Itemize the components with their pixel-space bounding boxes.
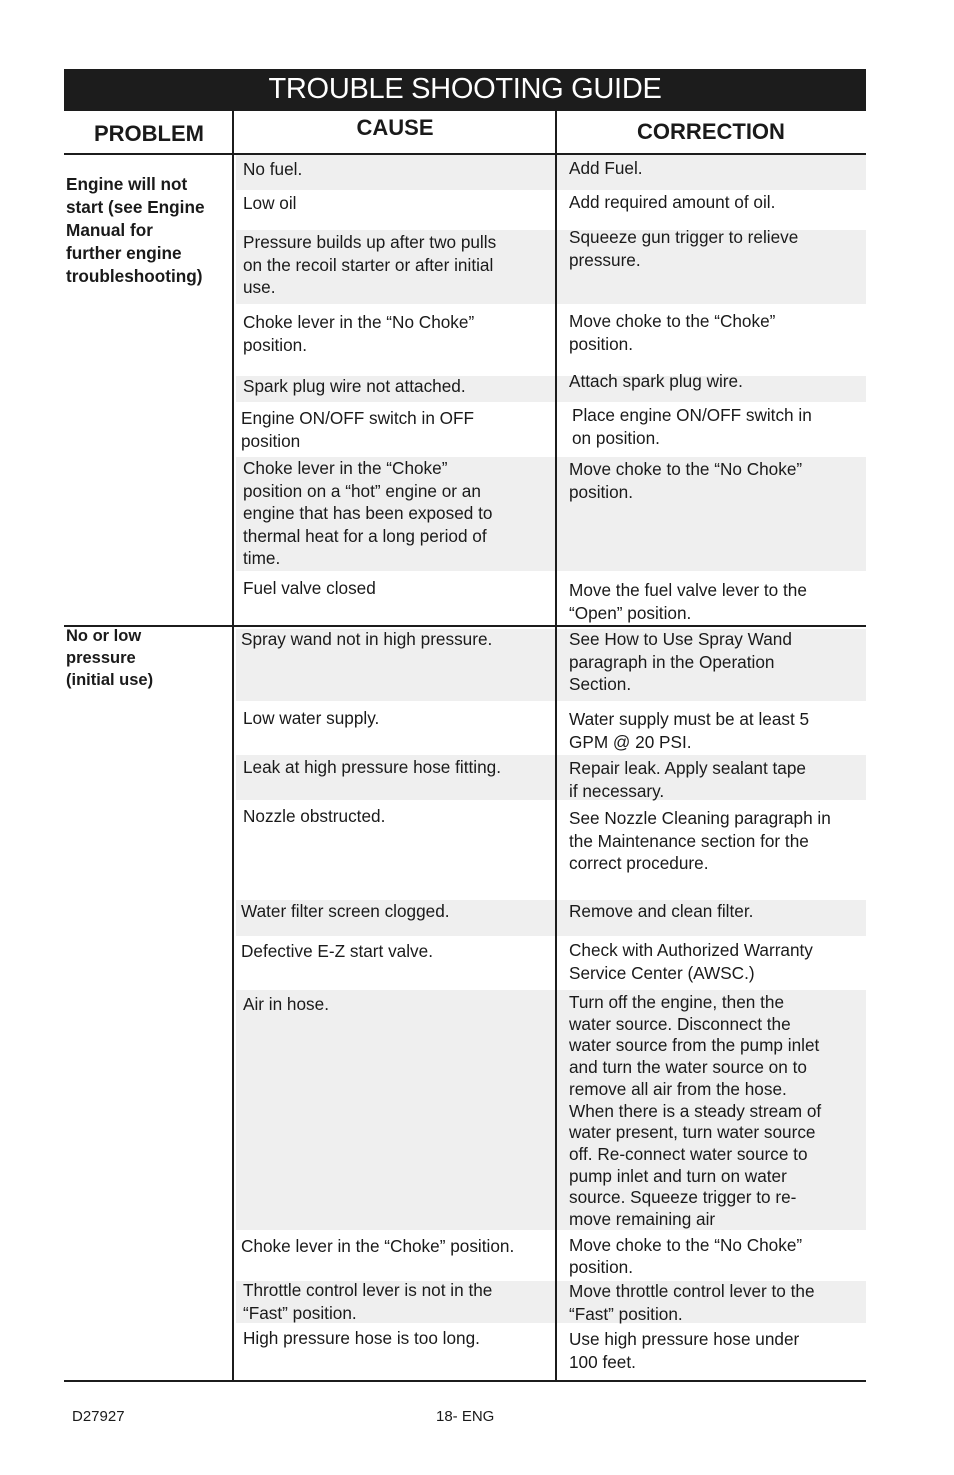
- cause-cell: Defective E-Z start valve.: [241, 941, 433, 961]
- correction-cell: Attach spark plug wire.: [569, 371, 743, 391]
- problem-label: Engine will not start (see Engine Manual for further engine troubleshooting): [66, 174, 205, 286]
- correction-cell: Add Fuel.: [569, 158, 643, 178]
- correction-cell: Squeeze gun trigger to relieve pressure.: [569, 227, 799, 270]
- correction-cell: Check with Authorized Warranty Service Center (AWSC.): [569, 940, 813, 983]
- correction-cell: Turn off the engine, then the water source. Disconnect the water source from the pump inlet and turn the water source on to remove all air from the hose. When there is a steady stream of water present, turn water source off. Re-connect water source to pump inlet and turn on water source. Squeeze trigger to re- move remaining air: [569, 992, 822, 1230]
- cause-cell: Choke lever in the “Choke” position on a “hot” engine or an engine that has been exposed to thermal heat for a long period of time.: [243, 458, 493, 568]
- cause-cell: Air in hose.: [243, 994, 329, 1014]
- cause-cell: Low water supply.: [243, 708, 380, 728]
- header-problem: PROBLEM: [94, 121, 204, 146]
- cause-cell: No fuel.: [243, 159, 303, 179]
- correction-cell: Move choke to the “No Choke” position.: [569, 1235, 803, 1277]
- cause-cell: Engine ON/OFF switch in OFF position: [241, 408, 475, 451]
- bottom-rule: [64, 1380, 866, 1382]
- header-correction: CORRECTION: [637, 119, 785, 144]
- header-rule: [64, 153, 866, 155]
- problem-label: No or low pressure (initial use): [66, 627, 154, 689]
- correction-cell: Move the fuel valve lever to the “Open” position.: [569, 580, 807, 623]
- correction-cell: Move choke to the “No Choke” position.: [569, 459, 803, 502]
- cause-cell: Spark plug wire not attached.: [243, 376, 466, 396]
- correction-cell: Add required amount of oil.: [569, 192, 776, 212]
- correction-cell: See How to Use Spray Wand paragraph in the Operation Section.: [569, 629, 792, 694]
- cause-cell: Spray wand not in high pressure.: [241, 629, 493, 649]
- correction-cell: Move choke to the “Choke” position.: [569, 311, 776, 354]
- correction-cell: Place engine ON/OFF switch in on position.: [572, 405, 812, 448]
- footer-model-number: D27927: [72, 1408, 125, 1425]
- row-shade: [236, 155, 866, 190]
- footer-page-number: 18- ENG: [436, 1408, 495, 1425]
- cause-cell: Leak at high pressure hose fitting.: [243, 757, 501, 777]
- cause-cell: High pressure hose is too long.: [243, 1328, 480, 1348]
- correction-cell: Repair leak. Apply sealant tape if necessary.: [569, 758, 806, 801]
- cause-cell: Nozzle obstructed.: [243, 806, 386, 826]
- cause-cell: Low oil: [243, 193, 297, 213]
- page-title: TROUBLE SHOOTING GUIDE: [64, 69, 866, 111]
- cause-cell: Choke lever in the “Choke” position.: [241, 1236, 515, 1256]
- column-divider: [232, 111, 234, 1382]
- header-cause: CAUSE: [356, 115, 434, 140]
- correction-cell: Water supply must be at least 5 GPM @ 20 PSI.: [569, 709, 810, 752]
- correction-cell: Remove and clean filter.: [569, 901, 754, 921]
- cause-cell: Pressure builds up after two pulls on the recoil starter or after initial use.: [243, 232, 497, 297]
- column-divider: [555, 111, 557, 1382]
- cause-cell: Choke lever in the “No Choke” position.: [243, 312, 475, 355]
- cause-cell: Throttle control lever is not in the “Fast” position.: [243, 1280, 493, 1323]
- correction-cell: Use high pressure hose under 100 feet.: [569, 1329, 800, 1372]
- correction-cell: See Nozzle Cleaning paragraph in the Maintenance section for the correct procedure.: [569, 808, 831, 873]
- correction-cell: Move throttle control lever to the “Fast” position.: [569, 1281, 815, 1324]
- cause-cell: Water filter screen clogged.: [241, 901, 450, 921]
- cause-cell: Fuel valve closed: [243, 578, 376, 598]
